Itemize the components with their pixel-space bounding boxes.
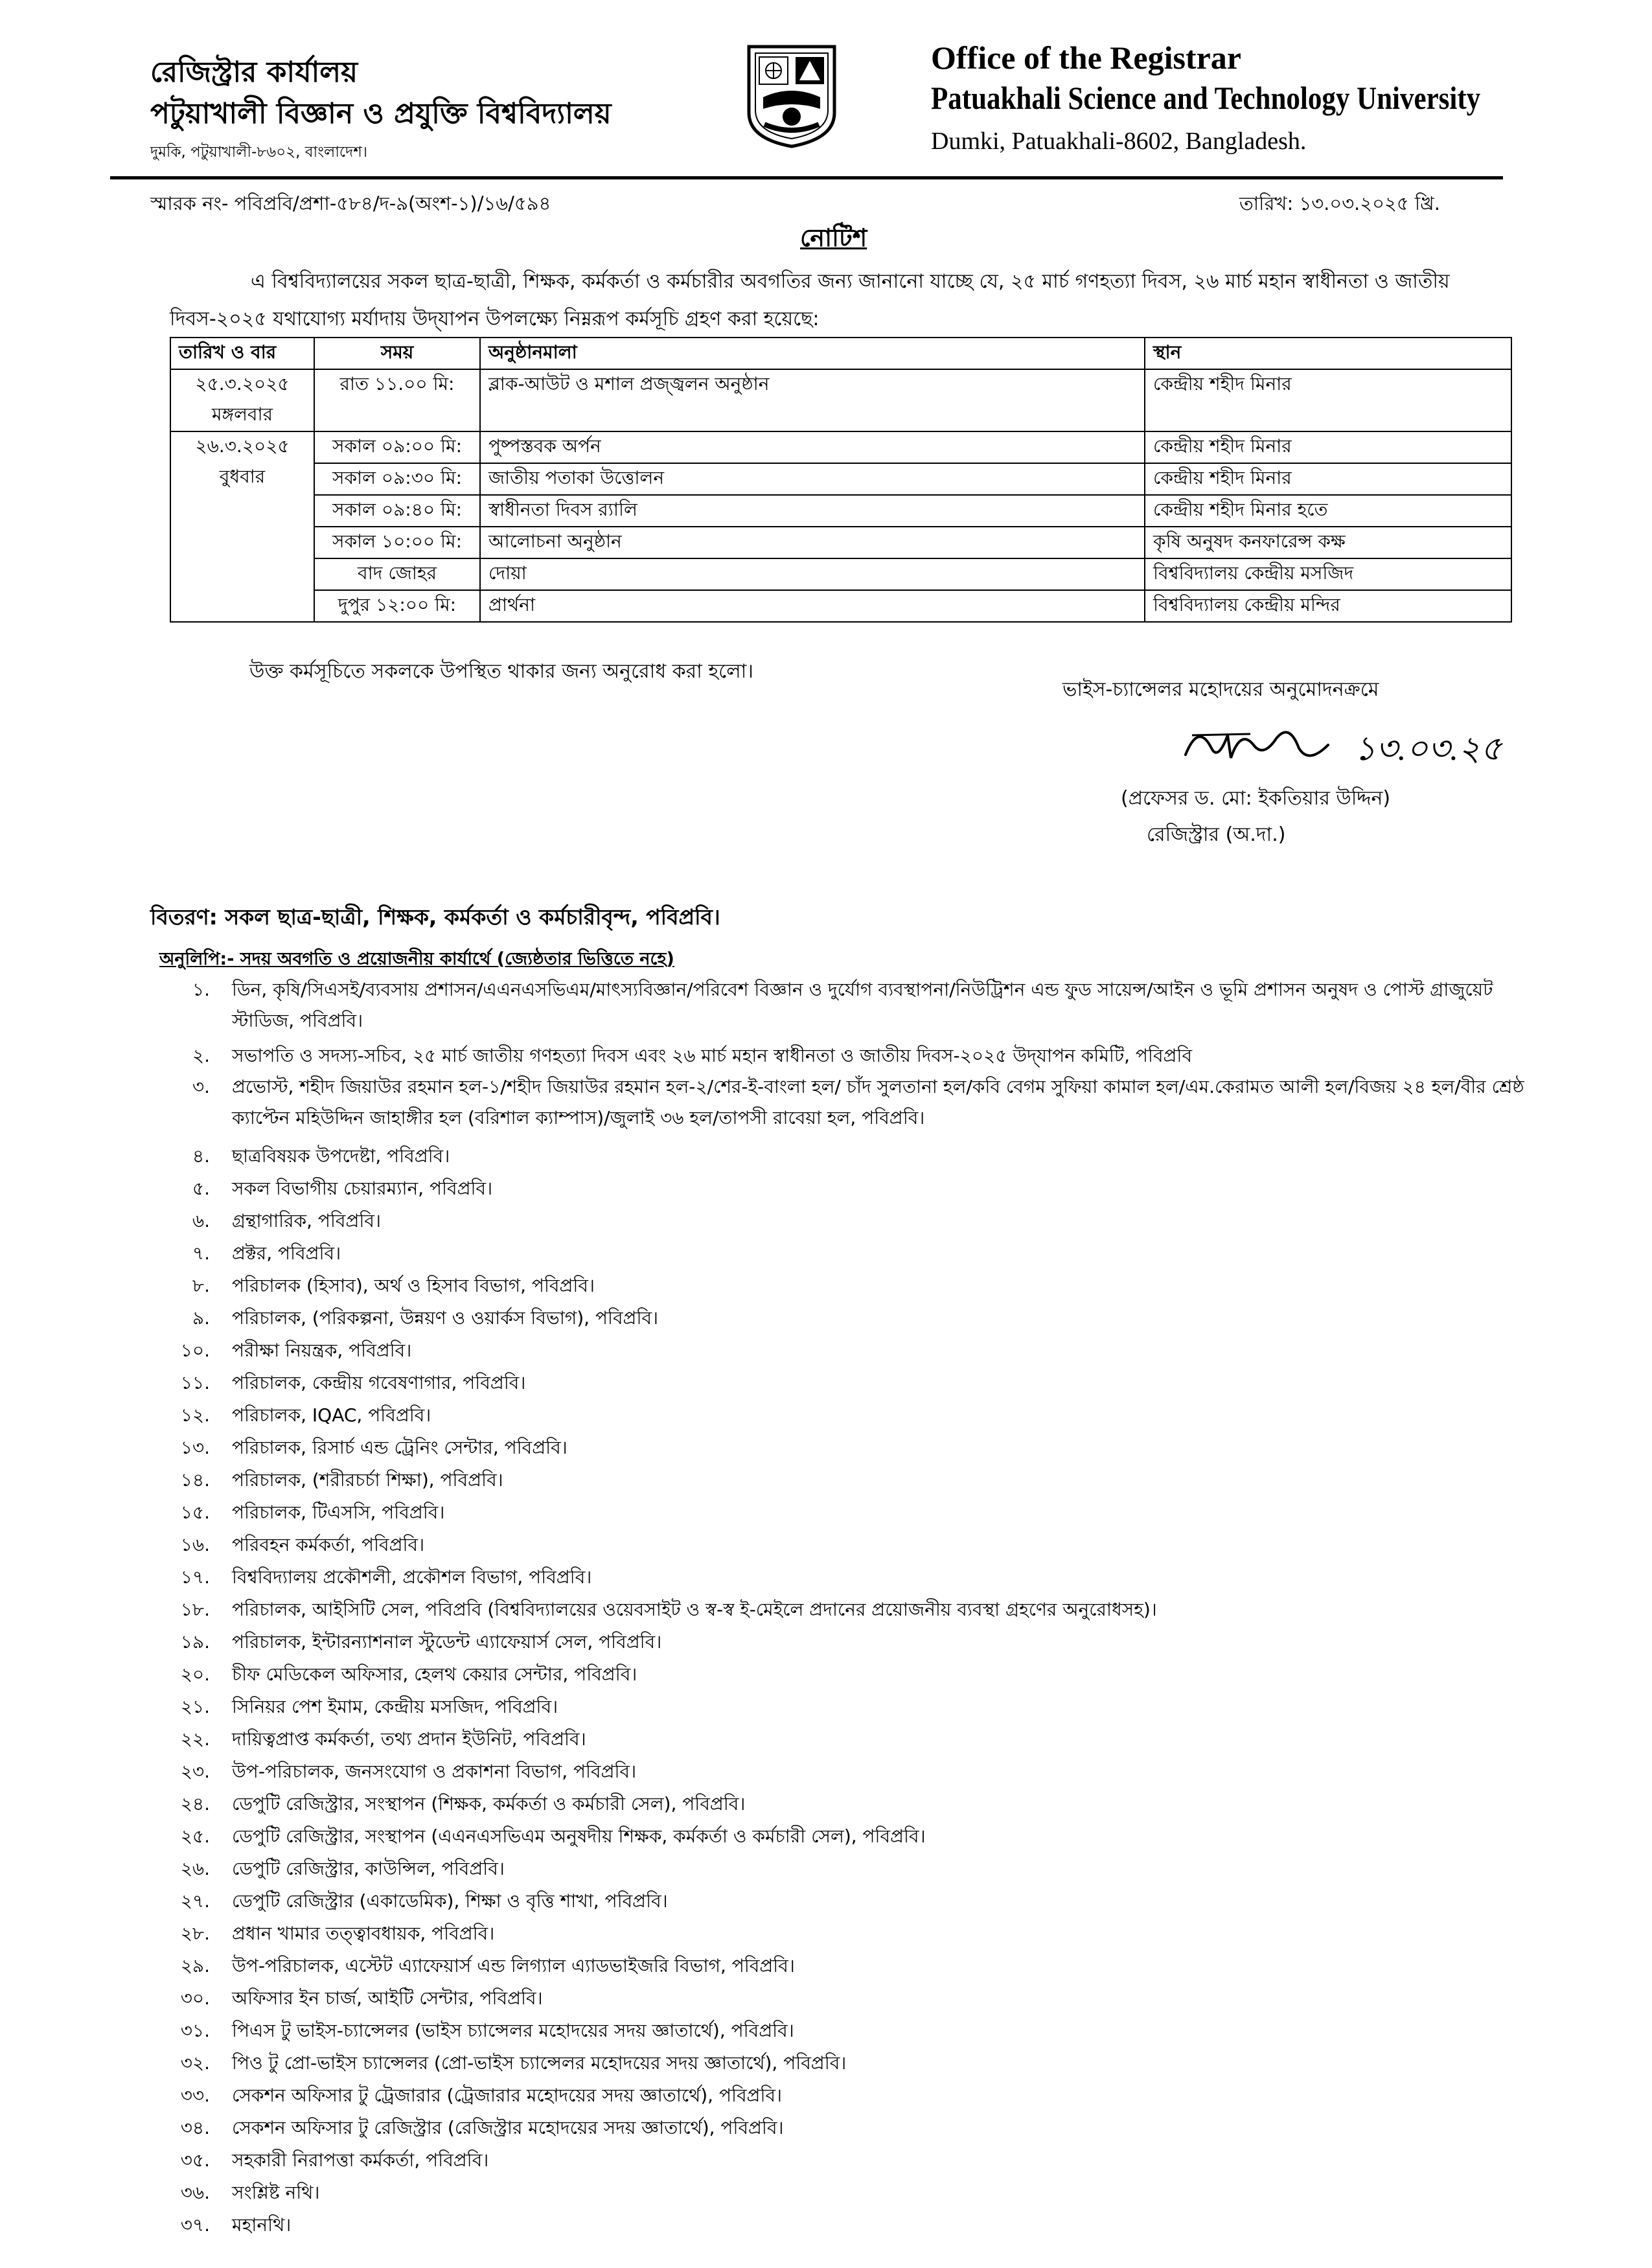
list-item-text: উপ-পরিচালক, এস্টেট এ্যাফেয়ার্স এন্ড লিগ্যাল এ্যাডভাইজরি বিভাগ, পবিপ্রবি। [232,1955,795,1976]
list-item [150,1691,1543,1723]
list-item-number: ১৩. [180,1437,210,1458]
list-item-text: দায়িত্বপ্রাপ্ত কর্মকর্তা, তথ্য প্রদান ইউনিট, পবিপ্রবি। [232,1728,586,1750]
list-item-text: পরিচালক, কেন্দ্রীয় গবেষণাগার, পবিপ্রবি। [232,1372,526,1393]
list-item [150,1173,1543,1205]
handwritten-signature [1179,709,1542,774]
list-item-number: ১. [192,979,210,1000]
list-item-text: ডেপুটি রেজিস্ট্রার (একাডেমিক), শিক্ষা ও বৃত্তি শাখা, পবিপ্রবি। [232,1890,668,1912]
copy-list [150,974,1543,2241]
attendance-request: উক্ত কর্মসূচিতে সকলকে উপস্থিত থাকার জন্য অনুরোধ করা হলো। [249,660,753,683]
table-row [170,527,1511,558]
list-item-number: ৩১. [180,2020,210,2041]
list-item-number: ২. [192,1045,210,1066]
notice-title: নোটিশ [800,223,867,252]
header-date: তারিখ ও বার [170,338,314,369]
list-item-text: সেকশন অফিসার টু ট্রেজারার (ট্রেজারার মহোদয়ের সদয় জ্ঞাতার্থে), পবিপ্রবি। [232,2085,783,2106]
program-cell: জাতীয় পতাকা উত্তোলন [480,463,1145,495]
list-item [150,1658,1543,1691]
table-row [170,431,1511,463]
list-item-number: ৬. [192,1210,210,1231]
list-item-number: ১১. [180,1372,210,1393]
schedule-table [170,337,1512,623]
list-item-text: অফিসার ইন চার্জ, আইটি সেন্টার, পবিপ্রবি। [232,1987,543,2009]
list-item-text: পিএস টু ভাইস-চ্যান্সেলর (ভাইস চ্যান্সেলর মহোদয়ের সদয় জ্ঞাতার্থে), পবিপ্রবি। [232,2020,794,2041]
list-item-number: ৪. [192,1145,210,1167]
program-cell: ব্লাক-আউট ও মশাল প্রজ্জ্বলন অনুষ্ঠান [480,369,1145,431]
list-item [150,1040,1543,1071]
list-item-text: প্রভোস্ট, শহীদ জিয়াউর রহমান হল-১/শহীদ জিয়াউর রহমান হল-২/শের-ই-বাংলা হল/ চাঁদ সুলতানা হল/কবি বেগম সুফিয়া কামাল হল/এম.কেরামত আলী হল/বিজয় ২৪ হল/বীর শ্রেষ্ঠ ক্যাপ্টেন মহিউদ্দিন জাহাঙ্গীর হল (বরিশাল ক্যাম্পাস)/জুলাই ৩৬ হল/তাপসী রাবেয়া হল, পবিপ্রবি। [232,1076,1524,1128]
list-item-text: পরিচালক, (পরিকল্পনা, উন্নয়ণ ও ওয়ার্কস বিভাগ), পবিপ্রবি। [232,1307,659,1329]
list-item [150,1982,1543,2015]
list-item [150,974,1543,1037]
list-item-number: ২৭. [180,1890,210,1912]
list-item-number: ২১. [180,1696,210,1717]
time-cell: সকাল ০৯:০০ মি: [314,431,480,463]
list-item [150,1918,1543,1950]
office-name-english: Office of the Registrar [931,40,1241,76]
day-value: মঙ্গলবার [211,404,273,425]
notice-intro: এ বিশ্ববিদ্যালয়ের সকল ছাত্র-ছাত্রী, শিক্ষক, কর্মকর্তা ও কর্মচারীর অবগতির জন্য জানানো যাচ্ছে যে, ২৫ মার্চ গণহত্যা দিবস, ২৬ মার্চ মহান স্বাধীনতা ও জাতীয় দিবস-২০২৫ যথাযোগ্য মর্যাদায় উদ্‌যাপন উপলক্ষ্যে নিম্নরূপ কর্মসূচি গ্রহণ করা হয়েছে: [170,270,1450,330]
header-program: অনুষ্ঠানমালা [480,338,1145,369]
table-row [170,463,1511,495]
list-item [150,2047,1543,2079]
list-item [150,2144,1543,2177]
venue-cell: কৃষি অনুষদ কনফারেন্স কক্ষ [1145,527,1511,558]
list-item-text: পরিচালক, টিএসসি, পবিপ্রবি। [232,1502,445,1523]
list-item-number: ৩৪. [180,2117,210,2138]
list-item [150,1496,1543,1529]
time-cell: দুপুর ১২:০০ মি: [314,590,480,622]
list-item-text: ডিন, কৃষি/সিএসই/ব্যবসায় প্রশাসন/এএনএসভিএম/মাৎস্যবিজ্ঞান/পরিবেশ বিজ্ঞান ও দুর্যোগ ব্যবস্থাপনা/নিউট্রিশন এন্ড ফুড সায়েন্স/আইন ও ভূমি প্রশাসন অনুষদ ও পোস্ট গ্রাজুয়েট স্টাডিজ, পবিপ্রবি। [232,979,1493,1031]
list-item [150,1334,1543,1367]
program-cell: স্বাধীনতা দিবস র‌্যালি [480,495,1145,527]
list-item-text: পরিচালক (হিসাব), অর্থ ও হিসাব বিভাগ, পবিপ্রবি। [232,1275,595,1296]
list-item [150,1302,1543,1334]
list-item [150,1205,1543,1237]
table-row [170,369,1511,431]
list-item [150,1756,1543,1788]
list-item-number: ১৯. [180,1631,210,1653]
list-item [150,2177,1543,2209]
address-english: Dumki, Patuakhali-8602, Bangladesh. [931,128,1307,155]
list-item-number: ৩৭. [180,2214,210,2236]
list-item-number: ৩. [192,1076,210,1097]
university-seal-icon [745,41,838,149]
date-cell [170,369,314,431]
list-item-text: সভাপতি ও সদস্য-সচিব, ২৫ মার্চ জাতীয় গণহত্যা দিবস এবং ২৬ মার্চ মহান স্বাধীনতা ও জাতীয় দিবস-২০২৫ উদ্‌যাপন কমিটি, পবিপ্রবি [232,1045,1193,1066]
list-item-text: পরিচালক, ইন্টারন্যাশনাল স্টুডেন্ট এ্যাফেয়ার্স সেল, পবিপ্রবি। [232,1631,662,1653]
list-item [150,1561,1543,1594]
list-item-number: ১৬. [180,1534,210,1555]
list-item [150,1885,1543,1918]
list-item [150,1464,1543,1496]
list-item [150,1270,1543,1302]
date-value: ২৬.৩.২০২৫ [195,435,290,457]
list-item-number: ১৭. [180,1566,210,1588]
signature-date: ১৩.০৩.২৫ [1354,731,1502,768]
table-row [170,495,1511,527]
list-item-number: ৩০. [180,1987,210,2009]
time-cell: সকাল ০৯:৩০ মি: [314,463,480,495]
program-cell: পুষ্পস্তবক অর্পন [480,431,1145,463]
signatory-name: (প্রফেসর ড. মো: ইকতিয়ার উদ্দিন) [1121,787,1391,810]
list-item [150,2015,1543,2047]
time-cell: রাত ১১.০০ মি: [314,369,480,431]
list-item-number: ২৩. [180,1761,210,1782]
list-item [150,1723,1543,1756]
list-item-text: ছাত্রবিষয়ক উপদেষ্টা, পবিপ্রবি। [232,1145,450,1167]
list-item-text: পরিচালক, আইসিটি সেল, পবিপ্রবি (বিশ্ববিদ্যালয়ের ওয়েবসাইট ও স্ব-স্ব ই-মেইলে প্রদানের প্রয়োজনীয় ব্যবস্থা গ্রহণের অনুরোধসহ)। [232,1599,1157,1620]
list-item-text: পরিচালক, IQAC, পবিপ্রবি। [232,1404,431,1426]
list-item [150,1399,1543,1432]
list-item-number: ৩৩. [180,2085,210,2106]
header-divider [110,176,1503,179]
table-row [170,590,1511,622]
list-item-text: সিনিয়র পেশ ইমাম, কেন্দ্রীয় মসজিদ, পবিপ্রবি। [232,1696,558,1717]
list-item-number: ২৯. [180,1955,210,1976]
list-item-text: মহানথি। [232,2214,292,2236]
list-item-text: গ্রন্থাগারিক, পবিপ্রবি। [232,1210,382,1231]
list-item [150,1237,1543,1270]
list-item [150,1529,1543,1561]
memo-number: স্মারক নং- পবিপ্রবি/প্রশা-৫৮৪/দ-৯(অংশ-১)/১৬/৫৯৪ [150,192,551,214]
venue-cell: বিশ্ববিদ্যালয় কেন্দ্রীয় মন্দির [1145,590,1511,622]
venue-cell: বিশ্ববিদ্যালয় কেন্দ্রীয় মসজিদ [1145,558,1511,590]
venue-cell: কেন্দ্রীয় শহীদ মিনার [1145,369,1511,431]
list-item-number: ৩৬. [180,2182,210,2203]
time-cell: সকাল ০৯:৪০ মি: [314,495,480,527]
venue-cell: কেন্দ্রীয় শহীদ মিনার [1145,431,1511,463]
list-item-number: ১০. [180,1340,210,1361]
list-item [150,1432,1543,1464]
list-item-text: পরিবহন কর্মকর্তা, পবিপ্রবি। [232,1534,425,1555]
venue-cell: কেন্দ্রীয় শহীদ মিনার হতে [1145,495,1511,527]
header-time: সময় [314,338,480,369]
list-item [150,1853,1543,1885]
list-item-number: ১২. [180,1404,210,1426]
date-value: ২৫.৩.২০২৫ [195,373,290,395]
table-row [170,558,1511,590]
list-item-number: ২০. [180,1664,210,1685]
list-item-number: ২৬. [180,1858,210,1879]
list-item-number: ৭. [192,1243,210,1264]
list-item-text: সহকারী নিরাপত্তা কর্মকর্তা, পবিপ্রবি। [232,2149,489,2171]
office-name-bangla: রেজিস্ট্রার কার্যালয় [150,56,358,89]
list-item [150,2112,1543,2144]
list-item-number: ৮. [192,1275,210,1296]
list-item-text: ডেপুটি রেজিস্ট্রার, কাউন্সিল, পবিপ্রবি। [232,1858,505,1879]
day-value: বুধবার [219,466,266,487]
list-item [150,1788,1543,1820]
venue-cell: কেন্দ্রীয় শহীদ মিনার [1145,463,1511,495]
university-name-bangla: পটুয়াখালী বিজ্ঞান ও প্রযুক্তি বিশ্ববিদ্যালয় [150,97,612,130]
list-item-text: প্রধান খামার তত্ত্বাবধায়ক, পবিপ্রবি। [232,1923,495,1944]
list-item-text: পরীক্ষা নিয়ন্ত্রক, পবিপ্রবি। [232,1340,412,1361]
list-item-text: প্রক্টর, পবিপ্রবি। [232,1243,341,1264]
list-item-text: ডেপুটি রেজিস্ট্রার, সংস্থাপন (শিক্ষক, কর্মকর্তা ও কর্মচারী সেল), পবিপ্রবি। [232,1793,746,1815]
signatory-title: রেজিস্ট্রার (অ.দা.) [1147,823,1286,846]
list-item-text: বিশ্ববিদ্যালয় প্রকৌশলী, প্রকৌশল বিভাগ, পবিপ্রবি। [232,1566,592,1588]
university-name-english: Patuakhali Science and Technology University [931,80,1481,116]
list-item-number: ১৮. [180,1599,210,1620]
list-item-text: সংশ্লিষ্ট নথি। [232,2182,320,2203]
list-item [150,1367,1543,1399]
program-cell: দোয়া [480,558,1145,590]
list-item-number: ২২. [180,1728,210,1750]
list-item-text: ডেপুটি রেজিস্ট্রার, সংস্থাপন (এএনএসভিএম অনুষদীয় শিক্ষক, কর্মকর্তা ও কর্মচারী সেল), পবিপ্রবি। [232,1826,926,1847]
date-cell [170,431,314,622]
list-item-text: সেকশন অফিসার টু রেজিস্ট্রার (রেজিস্ট্রার মহোদয়ের সদয় জ্ঞাতার্থে), পবিপ্রবি। [232,2117,784,2138]
list-item [150,1950,1543,1982]
list-item-number: ৯. [192,1307,210,1329]
distribution-line: বিতরণ: সকল ছাত্র-ছাত্রী, শিক্ষক, কর্মকর্তা ও কর্মচারীবৃন্দ, পবিপ্রবি। [150,904,720,930]
notice-date: তারিখ: ১৩.০৩.২০২৫ খ্রি. [1239,192,1440,214]
list-item [150,1820,1543,1853]
list-item [150,1626,1543,1658]
list-item-text: পরিচালক, রিসার্চ এন্ড ট্রেনিং সেন্টার, পবিপ্রবি। [232,1437,568,1458]
list-item [150,2079,1543,2112]
program-cell: প্রার্থনা [480,590,1145,622]
approval-line: ভাইস-চ্যান্সেলর মহোদয়ের অনুমোদনক্রমে [1062,678,1379,701]
list-item-text: পরিচালক, (শরীরচর্চা শিক্ষা), পবিপ্রবি। [232,1469,503,1491]
list-item-number: ১৫. [180,1502,210,1523]
list-item [150,2209,1543,2241]
list-item-number: ২৮. [180,1923,210,1944]
header-venue: স্থান [1145,338,1511,369]
list-item-text: চীফ মেডিকেল অফিসার, হেলথ কেয়ার সেন্টার, পবিপ্রবি। [232,1664,637,1685]
program-cell: আলোচনা অনুষ্ঠান [480,527,1145,558]
list-item-text: পিও টু প্রো-ভাইস চ্যান্সেলর (প্রো-ভাইস চ্যান্সেলর মহোদয়ের সদয় জ্ঞাতার্থে), পবিপ্রবি। [232,2052,847,2074]
list-item-number: ২৪. [180,1793,210,1815]
list-item-number: ৩৫. [180,2149,210,2171]
list-item-number: ১৪. [180,1469,210,1491]
list-item [150,1071,1543,1134]
list-item [150,1594,1543,1626]
address-bangla: দুমকি, পটুয়াখালী-৮৬০২, বাংলাদেশ। [150,144,368,161]
list-item-text: সকল বিভাগীয় চেয়ারম্যান, পবিপ্রবি। [232,1178,493,1199]
list-item [150,1140,1543,1173]
table-header-row [170,338,1511,369]
time-cell: সকাল ১০:০০ মি: [314,527,480,558]
time-cell: বাদ জোহর [314,558,480,590]
list-item-text: উপ-পরিচালক, জনসংযোগ ও প্রকাশনা বিভাগ, পবিপ্রবি। [232,1761,637,1782]
list-item-number: ২৫. [180,1826,210,1847]
list-item-number: ৩২. [180,2052,210,2074]
copy-heading: অনুলিপি:- সদয় অবগতি ও প্রয়োজনীয় কার্যার্থে (জ্যেষ্ঠতার ভিত্তিতে নহে) [159,949,674,969]
list-item-number: ৫. [192,1178,210,1199]
